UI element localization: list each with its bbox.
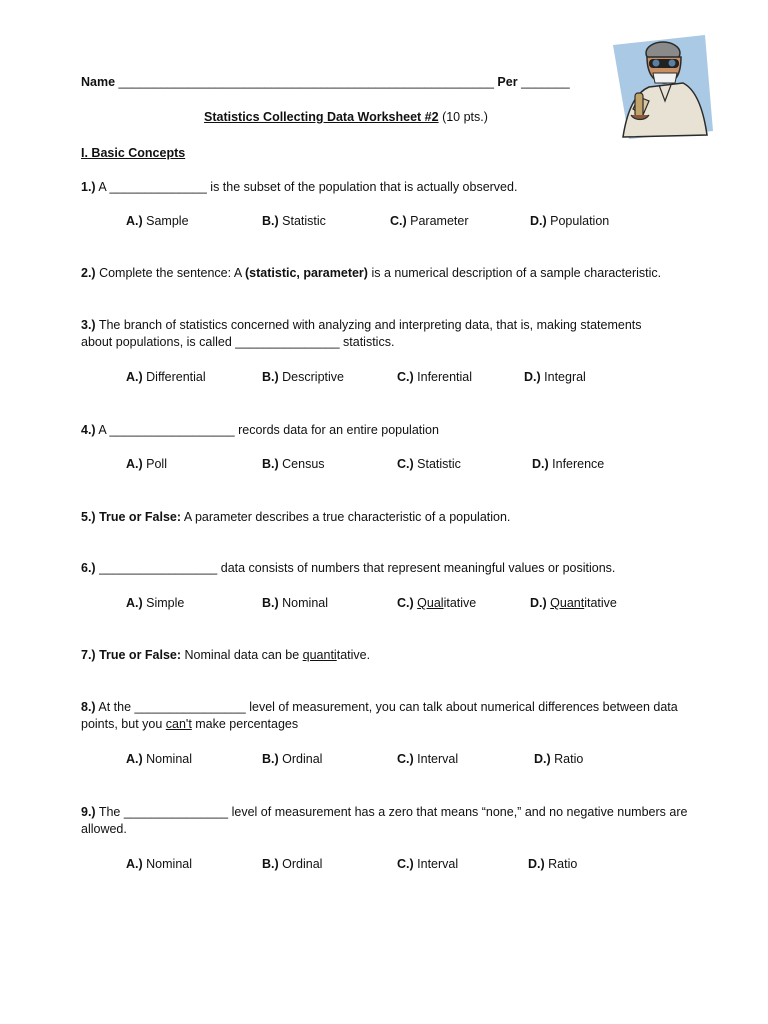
question-number: 6.) <box>81 561 96 575</box>
underlined-word: quanti <box>302 648 337 662</box>
per-label: Per <box>497 75 518 89</box>
option-letter: A.) <box>126 370 143 384</box>
question-9 <box>81 804 693 838</box>
option-letter: A.) <box>126 596 143 610</box>
option-text: Interval <box>413 752 459 766</box>
q1-option-d[interactable] <box>530 214 609 228</box>
choice-phrase[interactable]: (statistic, parameter) <box>245 266 368 280</box>
worksheet-title <box>204 110 488 124</box>
q8-option-b[interactable] <box>262 752 322 766</box>
option-text: Census <box>278 457 325 471</box>
question-text: make percentages <box>191 717 299 731</box>
option-letter: C.) <box>397 752 414 766</box>
option-text: Sample <box>142 214 189 228</box>
question-text: is the subset of the population that is actually observed. <box>206 180 518 194</box>
option-text: Ordinal <box>278 752 323 766</box>
question-text: A parameter describes a true characteristic of a population. <box>181 510 511 524</box>
question-text: Complete the sentence: A <box>95 266 245 280</box>
option-letter: B.) <box>262 752 279 766</box>
q6-option-b[interactable] <box>262 596 328 610</box>
q8-option-c[interactable] <box>397 752 458 766</box>
q1-option-b[interactable] <box>262 214 326 228</box>
true-false-label: True or False: <box>95 510 182 524</box>
question-6 <box>81 560 701 577</box>
question-text: statistics. <box>339 335 395 349</box>
option-letter: C.) <box>390 214 407 228</box>
answer-blank[interactable]: ________________ <box>134 700 246 714</box>
answer-blank[interactable]: _______________ <box>235 335 340 349</box>
option-letter: C.) <box>397 457 414 471</box>
option-letter: B.) <box>262 857 279 871</box>
option-text-underlined: Quant <box>550 596 585 610</box>
option-text: Simple <box>142 596 185 610</box>
question-5 <box>81 509 701 526</box>
question-number: 2.) <box>81 266 96 280</box>
question-text: level of measurement, you can talk about numerical differences between data points, but you <box>81 700 678 731</box>
q3-option-d[interactable] <box>524 370 586 384</box>
question-text: A <box>95 423 110 437</box>
true-false-label: True or False: <box>95 648 182 662</box>
option-text: Nominal <box>142 752 192 766</box>
question-1 <box>81 179 701 196</box>
q9-option-b[interactable] <box>262 857 322 871</box>
option-text: Nominal <box>278 596 328 610</box>
option-letter: C.) <box>397 596 414 610</box>
question-number: 4.) <box>81 423 96 437</box>
name-blank[interactable]: ______________________________________________________ <box>118 75 494 89</box>
q4-option-d[interactable] <box>532 457 604 471</box>
q9-option-c[interactable] <box>397 857 458 871</box>
q3-option-c[interactable] <box>397 370 472 384</box>
question-text: tative. <box>336 648 371 662</box>
option-text: Population <box>546 214 610 228</box>
option-text: Interval <box>413 857 459 871</box>
option-letter: D.) <box>528 857 545 871</box>
question-number: 9.) <box>81 805 96 819</box>
answer-blank[interactable]: __________________ <box>109 423 235 437</box>
option-letter: A.) <box>126 857 143 871</box>
question-text: data consists of numbers that represent meaningful values or positions. <box>217 561 616 575</box>
q4-option-a[interactable] <box>126 457 167 471</box>
question-4 <box>81 422 701 439</box>
q3-option-a[interactable] <box>126 370 206 384</box>
question-text: At the <box>95 700 135 714</box>
option-text: Ratio <box>550 752 584 766</box>
option-text-underlined: Qual <box>417 596 444 610</box>
underlined-word: can't <box>165 717 192 731</box>
option-letter: C.) <box>397 857 414 871</box>
question-text: records data for an entire population <box>234 423 439 437</box>
q4-option-c[interactable] <box>397 457 461 471</box>
question-number: 1.) <box>81 180 96 194</box>
question-7 <box>81 647 701 664</box>
answer-blank[interactable]: ______________ <box>109 180 207 194</box>
q6-option-a[interactable] <box>126 596 184 610</box>
scientist-clipart <box>609 31 715 141</box>
option-text: Integral <box>540 370 586 384</box>
option-letter: C.) <box>397 370 414 384</box>
answer-blank[interactable]: _______________ <box>123 805 229 819</box>
option-letter: A.) <box>126 752 143 766</box>
q9-option-a[interactable] <box>126 857 192 871</box>
option-letter: D.) <box>532 457 549 471</box>
option-letter: A.) <box>126 457 143 471</box>
name-line <box>81 75 570 89</box>
per-blank[interactable]: _______ <box>521 75 570 89</box>
question-number: 5.) <box>81 510 96 524</box>
q1-option-c[interactable] <box>390 214 469 228</box>
option-text: Inference <box>548 457 605 471</box>
option-text: Descriptive <box>278 370 344 384</box>
question-text: is a numerical description of a sample characteristic. <box>367 266 662 280</box>
answer-blank[interactable]: _________________ <box>99 561 218 575</box>
question-text: Nominal data can be <box>181 648 303 662</box>
option-text: Parameter <box>406 214 469 228</box>
question-text: level of measurement has a zero that means “none,” and no negative numbers are allowed. <box>81 805 688 836</box>
option-text: itative <box>443 596 477 610</box>
question-3 <box>81 317 671 351</box>
q4-option-b[interactable] <box>262 457 325 471</box>
option-letter: B.) <box>262 214 279 228</box>
title-points: (10 pts.) <box>442 110 488 124</box>
question-text: The <box>95 805 124 819</box>
q6-option-d[interactable] <box>530 596 617 610</box>
question-text: A <box>95 180 110 194</box>
question-2 <box>81 265 701 282</box>
name-label: Name <box>81 75 116 89</box>
option-text: Ordinal <box>278 857 323 871</box>
option-text: Statistic <box>413 457 461 471</box>
option-letter: D.) <box>530 596 547 610</box>
question-number: 8.) <box>81 700 96 714</box>
question-number: 7.) <box>81 648 96 662</box>
q8-option-d[interactable] <box>534 752 583 766</box>
option-letter: D.) <box>524 370 541 384</box>
question-8 <box>81 699 691 733</box>
question-number: 3.) <box>81 318 96 332</box>
option-letter: A.) <box>126 214 143 228</box>
title-text: Statistics Collecting Data Worksheet #2 <box>204 110 439 124</box>
question-text: The branch of statistics concerned with analyzing and interpreting data, that is, making statements about populations, is called <box>81 318 642 349</box>
section-title: I. Basic Concepts <box>81 146 186 160</box>
option-letter: B.) <box>262 457 279 471</box>
q9-option-d[interactable] <box>528 857 577 871</box>
option-text: Differential <box>142 370 206 384</box>
option-text: Inferential <box>413 370 473 384</box>
q8-option-a[interactable] <box>126 752 192 766</box>
option-letter: D.) <box>530 214 547 228</box>
option-text: Ratio <box>544 857 578 871</box>
option-letter: D.) <box>534 752 551 766</box>
option-text: Nominal <box>142 857 192 871</box>
option-text: Statistic <box>278 214 326 228</box>
option-letter: B.) <box>262 596 279 610</box>
q1-option-a[interactable] <box>126 214 189 228</box>
q6-option-c[interactable] <box>397 596 476 610</box>
option-text: itative <box>584 596 617 610</box>
option-letter: B.) <box>262 370 279 384</box>
q3-option-b[interactable] <box>262 370 344 384</box>
option-text: Poll <box>142 457 167 471</box>
